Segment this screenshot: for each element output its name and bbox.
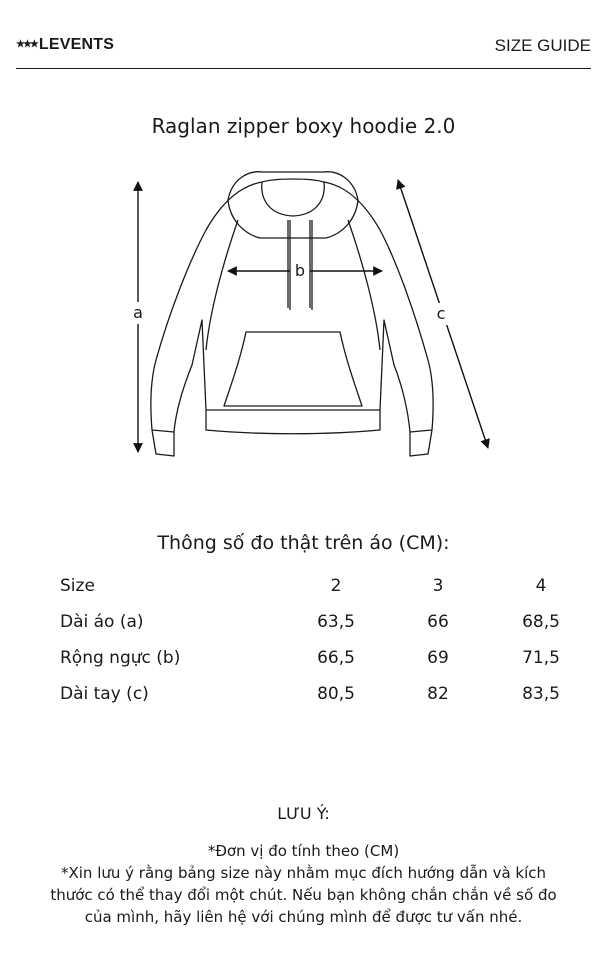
cell-value: 68,5 — [522, 612, 560, 632]
table-row — [60, 644, 570, 680]
cell-value: 83,5 — [522, 684, 560, 704]
brand-logo[interactable] — [16, 36, 114, 54]
star-icons: ★★★ — [16, 39, 37, 50]
size-table — [60, 572, 570, 716]
hoodie-diagram — [110, 160, 510, 470]
note-line: của mình, hãy liên hệ với chúng mình để được tư vấn nhé. — [84, 908, 523, 926]
cell-value: 80,5 — [317, 684, 355, 704]
cell-value: 66 — [427, 612, 449, 632]
note-line: thước có thể thay đổi một chút. Nếu bạn không chắn chắn về số đo — [50, 886, 557, 904]
table-row — [60, 608, 570, 644]
drawstring-left — [288, 220, 290, 310]
size-guide-title: SIZE GUIDE — [494, 36, 591, 55]
hood-outline — [228, 172, 358, 238]
note-line: *Xin lưu ý rằng bảng size này nhằm mục đích hướng dẫn và kích — [60, 864, 547, 882]
row-label: Rộng ngực (b) — [60, 648, 181, 668]
brand-name: LEVENTS — [38, 36, 115, 53]
table-header-row — [60, 572, 570, 608]
kangaroo-pocket — [224, 332, 362, 406]
raglan-seam-right — [348, 220, 380, 350]
note-body — [40, 840, 567, 928]
size-header: Size — [60, 576, 95, 596]
hood-opening — [262, 179, 324, 216]
note-title: LƯU Ý: — [277, 804, 330, 823]
cell-value: 82 — [427, 684, 449, 704]
cell-value: 69 — [427, 648, 449, 668]
label-c: c — [436, 304, 446, 323]
table-title: Thông số đo thật trên áo (CM): — [157, 532, 450, 554]
drawstring-right — [310, 220, 312, 310]
cuff-right — [410, 430, 432, 456]
label-b: b — [294, 261, 306, 280]
cell-value: 71,5 — [522, 648, 560, 668]
table-row — [60, 680, 570, 716]
hem-band — [206, 410, 380, 434]
size-4-header: 4 — [535, 576, 547, 596]
cell-value: 63,5 — [317, 612, 355, 632]
page-header — [16, 34, 591, 69]
cell-value: 66,5 — [317, 648, 355, 668]
row-label: Dài tay (c) — [60, 684, 149, 704]
product-title: Raglan zipper boxy hoodie 2.0 — [151, 114, 456, 138]
label-a: a — [133, 303, 143, 322]
row-label: Dài áo (a) — [60, 612, 144, 632]
cuff-left — [152, 430, 174, 456]
note-line: *Đơn vị đo tính theo (CM) — [207, 842, 400, 860]
raglan-seam-left — [206, 220, 238, 350]
hoodie-outline — [151, 182, 433, 432]
size-3-header: 3 — [432, 576, 444, 596]
size-2-header: 2 — [330, 576, 342, 596]
